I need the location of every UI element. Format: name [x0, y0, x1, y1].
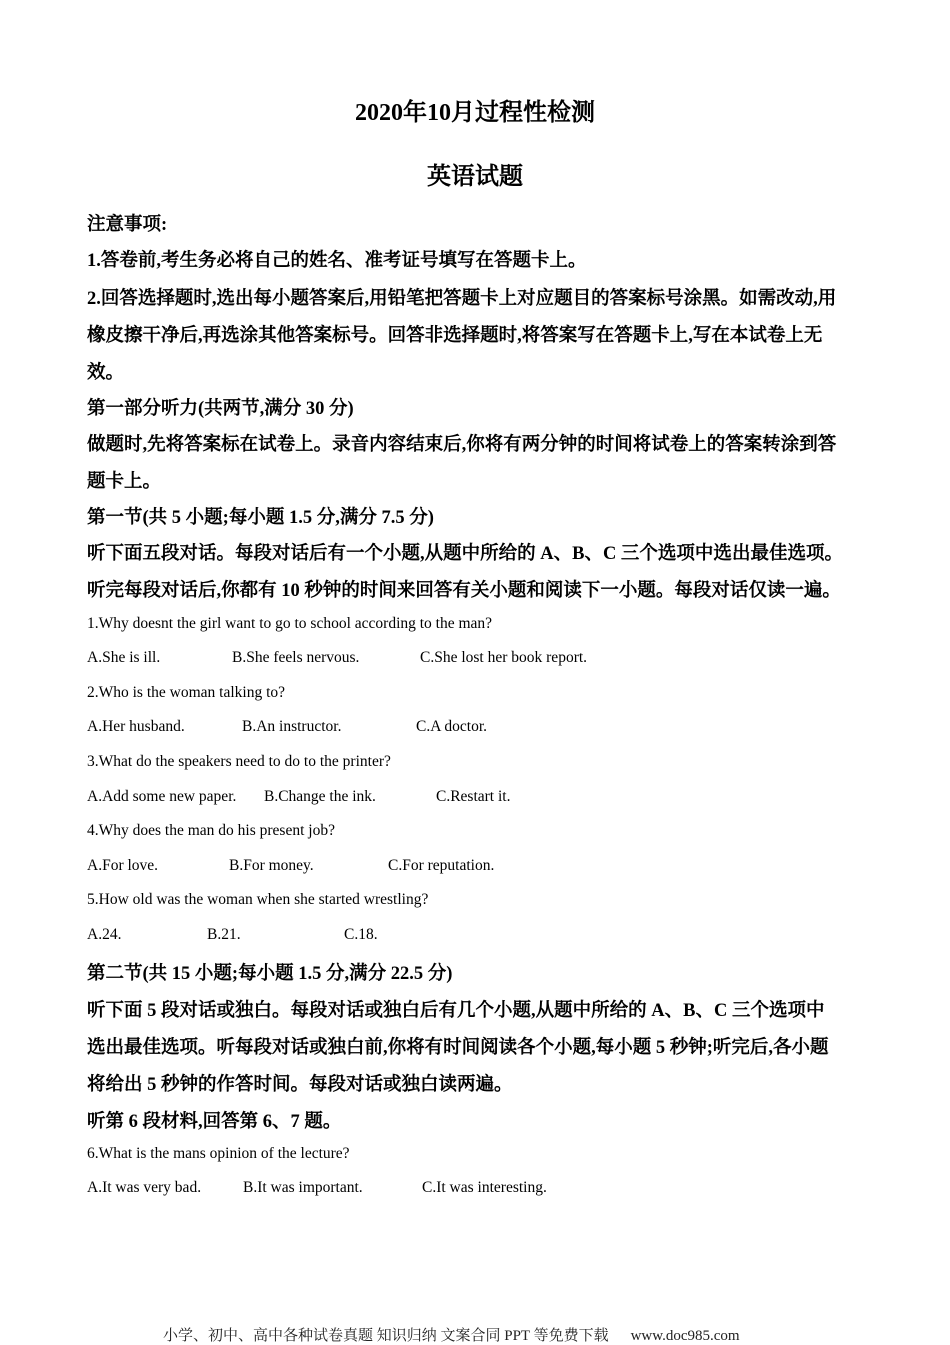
section1-intro-line-2: 听完每段对话后,你都有 10 秒钟的时间来回答有关小题和阅读下一小题。每段对话仅读一遍。 [87, 581, 841, 601]
question-5-option-c: C.18. [344, 926, 378, 943]
question-4-option-c: C.For reputation. [388, 857, 495, 874]
part1-intro-line-1: 做题时,先将答案标在试卷上。录音内容结束后,你将有两分钟的时间将试卷上的答案转涂到答 [87, 435, 837, 455]
section1-intro-line-1: 听下面五段对话。每段对话后有一个小题,从题中所给的 A、B、C 三个选项中选出最佳选项。 [87, 544, 843, 564]
question-3-option-c: C.Restart it. [436, 788, 511, 805]
exam-title: 2020年10月过程性检测 [355, 100, 595, 126]
notes-item-2-line-1: 2.回答选择题时,选出每小题答案后,用铅笔把答题卡上对应题目的答案标号涂黑。如需改动,用 [87, 289, 837, 309]
question-1-option-c: C.She lost her book report. [420, 649, 588, 666]
part1-heading: 第一部分听力(共两节,满分 30 分) [87, 399, 354, 419]
section2-intro-line-3: 将给出 5 秒钟的作答时间。每段对话或独白读两遍。 [87, 1075, 513, 1095]
question-1: 1.Why doesnt the girl want to go to school according to the man? [87, 615, 493, 632]
question-6: 6.What is the mans opinion of the lecture? [87, 1145, 350, 1162]
notes-item-1: 1.答卷前,考生务必将自己的姓名、准考证号填写在答题卡上。 [87, 251, 587, 271]
question-6-option-c: C.It was interesting. [422, 1179, 547, 1196]
question-3: 3.What do the speakers need to do to the printer? [87, 753, 391, 770]
notes-item-2-line-2: 橡皮擦干净后,再选涂其他答案标号。回答非选择题时,将答案写在答题卡上,写在本试卷上无 [87, 326, 823, 346]
part1-intro-line-2: 题卡上。 [87, 472, 162, 492]
notes-heading: 注意事项: [87, 215, 168, 235]
question-3-option-b: B.Change the ink. [264, 788, 376, 805]
material-6-heading: 听第 6 段材料,回答第 6、7 题。 [87, 1112, 342, 1132]
question-6-option-a: A.It was very bad. [87, 1179, 202, 1196]
section2-intro-line-2: 选出最佳选项。听每段对话或独白前,你将有时间阅读各个小题,每小题 5 秒钟;听完后,各小题 [87, 1038, 829, 1058]
footer-text: 小学、初中、高中各种试卷真题 知识归纳 文案合同 PPT 等免费下载 [163, 1328, 609, 1344]
question-1-option-a: A.She is ill. [87, 649, 161, 666]
question-2-option-a: A.Her husband. [87, 718, 185, 735]
question-3-option-a: A.Add some new paper. [87, 788, 237, 805]
section2-intro-line-1: 听下面 5 段对话或独白。每段对话或独白后有几个小题,从题中所给的 A、B、C 三个选项中 [87, 1001, 825, 1021]
question-2-option-b: B.An instructor. [242, 718, 342, 735]
question-6-option-b: B.It was important. [243, 1179, 363, 1196]
question-2: 2.Who is the woman talking to? [87, 684, 286, 701]
section1-heading: 第一节(共 5 小题;每小题 1.5 分,满分 7.5 分) [87, 508, 434, 528]
question-4-option-b: B.For money. [229, 857, 314, 874]
footer-url[interactable]: www.doc985.com [630, 1328, 740, 1344]
section2-heading: 第二节(共 15 小题;每小题 1.5 分,满分 22.5 分) [87, 964, 453, 984]
exam-subtitle: 英语试题 [427, 164, 523, 190]
question-5-option-b: B.21. [207, 926, 241, 943]
question-4-option-a: A.For love. [87, 857, 159, 874]
page-footer [163, 1324, 740, 1345]
notes-item-2-line-3: 效。 [87, 363, 125, 383]
question-5-option-a: A.24. [87, 926, 122, 943]
question-5: 5.How old was the woman when she started wrestling? [87, 891, 429, 908]
question-2-option-c: C.A doctor. [416, 718, 488, 735]
question-4: 4.Why does the man do his present job? [87, 822, 335, 839]
question-1-option-b: B.She feels nervous. [232, 649, 360, 666]
